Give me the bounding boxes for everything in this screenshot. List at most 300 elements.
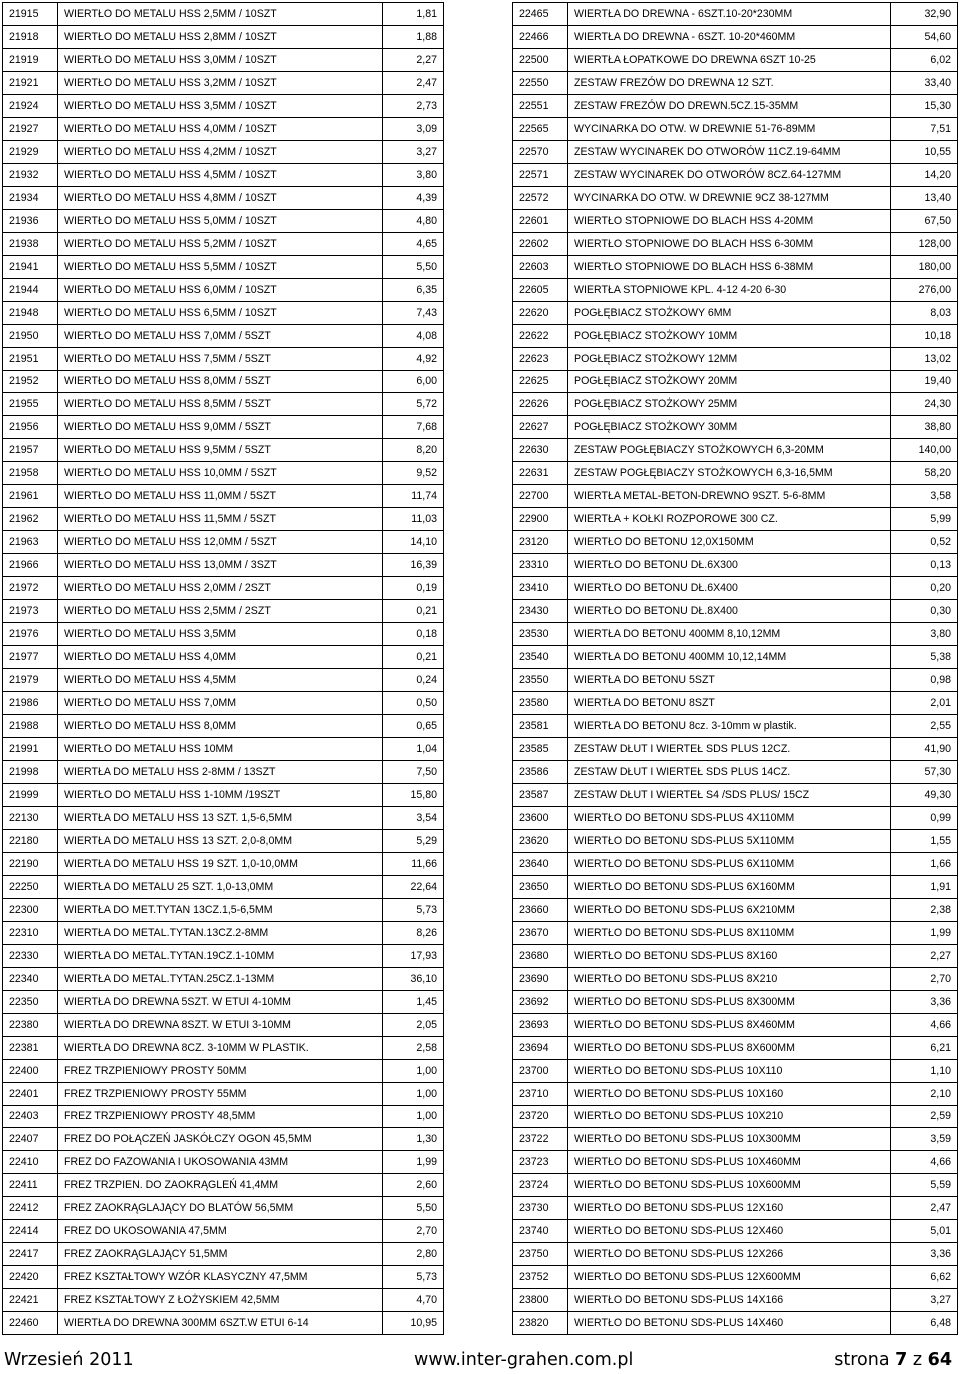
product-price: 6,02 — [891, 48, 958, 71]
table-row — [3, 71, 444, 94]
product-code: 21957 — [3, 439, 58, 462]
product-name: WIERTŁA DO METALU HSS 13 SZT. 1,5-6,5MM — [58, 806, 383, 829]
product-price: 2,27 — [383, 48, 444, 71]
table-row — [3, 1220, 444, 1243]
product-code: 22414 — [3, 1220, 58, 1243]
table-row — [3, 829, 444, 852]
product-price: 0,52 — [891, 531, 958, 554]
price-table-left-body — [3, 3, 444, 1335]
product-code: 23720 — [513, 1105, 568, 1128]
product-code: 23700 — [513, 1059, 568, 1082]
product-price: 11,03 — [383, 508, 444, 531]
product-code: 23660 — [513, 898, 568, 921]
table-row — [3, 25, 444, 48]
product-price: 2,01 — [891, 692, 958, 715]
product-price: 2,70 — [383, 1220, 444, 1243]
table-row — [513, 669, 958, 692]
product-code: 22250 — [3, 875, 58, 898]
product-name: WIERTŁO DO BETONU SDS-PLUS 10X300MM — [568, 1128, 891, 1151]
product-price: 54,60 — [891, 25, 958, 48]
product-code: 23750 — [513, 1243, 568, 1266]
product-price: 38,80 — [891, 416, 958, 439]
product-price: 0,21 — [383, 600, 444, 623]
product-name: WIERTŁO DO METALU HSS 13,0MM / 3SZT — [58, 554, 383, 577]
product-code: 21972 — [3, 577, 58, 600]
table-row — [513, 875, 958, 898]
product-name: FREZ TRZPIEN. DO ZAOKRĄGLEŃ 41,4MM — [58, 1174, 383, 1197]
product-price: 2,59 — [891, 1105, 958, 1128]
table-row — [3, 1312, 444, 1335]
product-code: 21979 — [3, 669, 58, 692]
table-row — [3, 255, 444, 278]
product-name: WIERTŁO DO BETONU SDS-PLUS 5X110MM — [568, 829, 891, 852]
product-code: 22625 — [513, 370, 568, 393]
product-name: FREZ KSZTAŁTOWY WZÓR KLASYCZNY 47,5MM — [58, 1266, 383, 1289]
table-row — [513, 829, 958, 852]
product-name: WIERTŁA DO BETONU 5SZT — [568, 669, 891, 692]
table-row — [3, 760, 444, 783]
footer-website-link[interactable]: www.inter-grahen.com.pl — [414, 1350, 634, 1370]
table-row — [513, 760, 958, 783]
product-name: WIERTŁO DO METALU HSS 4,5MM — [58, 669, 383, 692]
product-code: 22603 — [513, 255, 568, 278]
product-price: 1,81 — [383, 3, 444, 26]
table-row — [3, 715, 444, 738]
product-price: 4,39 — [383, 186, 444, 209]
product-code: 22400 — [3, 1059, 58, 1082]
table-row — [513, 439, 958, 462]
product-price: 0,65 — [383, 715, 444, 738]
table-row — [513, 623, 958, 646]
product-code: 21952 — [3, 370, 58, 393]
table-row — [3, 738, 444, 761]
table-row — [513, 944, 958, 967]
product-code: 22350 — [3, 990, 58, 1013]
product-name: WIERTŁO DO METALU HSS 3,5MM — [58, 623, 383, 646]
product-name: WIERTŁA STOPNIOWE KPL. 4-12 4-20 6-30 — [568, 278, 891, 301]
product-name: WIERTŁO DO BETONU SDS-PLUS 4X110MM — [568, 806, 891, 829]
product-name: WIERTŁO DO BETONU SDS-PLUS 8X600MM — [568, 1036, 891, 1059]
product-name: WIERTŁO DO BETONU SDS-PLUS 14X166 — [568, 1289, 891, 1312]
product-code: 21966 — [3, 554, 58, 577]
product-price: 5,73 — [383, 1266, 444, 1289]
table-row — [513, 692, 958, 715]
product-name: ZESTAW WYCINAREK DO OTWORÓW 11CZ.19-64MM — [568, 140, 891, 163]
product-name: WIERTŁO DO METALU HSS 8,0MM / 5SZT — [58, 370, 383, 393]
product-code: 21921 — [3, 71, 58, 94]
product-code: 22626 — [513, 393, 568, 416]
product-price: 0,50 — [383, 692, 444, 715]
product-price: 7,51 — [891, 117, 958, 140]
product-code: 22622 — [513, 324, 568, 347]
product-code: 22330 — [3, 944, 58, 967]
table-row — [3, 852, 444, 875]
product-code: 21956 — [3, 416, 58, 439]
product-price: 2,73 — [383, 94, 444, 117]
product-code: 23730 — [513, 1197, 568, 1220]
table-row — [3, 209, 444, 232]
product-code: 22300 — [3, 898, 58, 921]
product-price: 1,00 — [383, 1105, 444, 1128]
table-row — [513, 301, 958, 324]
product-code: 21929 — [3, 140, 58, 163]
product-name: WIERTŁO DO BETONU SDS-PLUS 10X600MM — [568, 1174, 891, 1197]
product-name: WIERTŁO STOPNIOWE DO BLACH HSS 6-38MM — [568, 255, 891, 278]
table-row — [513, 209, 958, 232]
product-name: FREZ TRZPIENIOWY PROSTY 55MM — [58, 1082, 383, 1105]
product-code: 21988 — [3, 715, 58, 738]
product-price: 4,65 — [383, 232, 444, 255]
product-name: WIERTŁO DO METALU HSS 10,0MM / 5SZT — [58, 462, 383, 485]
table-row — [513, 715, 958, 738]
table-row — [513, 1266, 958, 1289]
product-price: 1,66 — [891, 852, 958, 875]
table-row — [3, 1174, 444, 1197]
product-price: 16,39 — [383, 554, 444, 577]
product-name: FREZ ZAOKRĄGLAJĄCY DO BLATÓW 56,5MM — [58, 1197, 383, 1220]
product-name: WIERTŁO DO METALU HSS 2,5MM / 2SZT — [58, 600, 383, 623]
product-price: 10,95 — [383, 1312, 444, 1335]
product-price: 6,00 — [383, 370, 444, 393]
table-row — [513, 117, 958, 140]
product-name: WIERTŁO DO METALU HSS 4,5MM / 10SZT — [58, 163, 383, 186]
table-row — [513, 852, 958, 875]
product-code: 22627 — [513, 416, 568, 439]
table-row — [513, 783, 958, 806]
table-row — [3, 1105, 444, 1128]
product-name: WIERTŁO DO METALU HSS 10MM — [58, 738, 383, 761]
product-price: 5,50 — [383, 255, 444, 278]
product-name: WYCINARKA DO OTW. W DREWNIE 51-76-89MM — [568, 117, 891, 140]
table-row — [3, 1266, 444, 1289]
table-row — [513, 485, 958, 508]
product-code: 22420 — [3, 1266, 58, 1289]
table-row — [513, 554, 958, 577]
table-row — [3, 3, 444, 26]
product-price: 8,03 — [891, 301, 958, 324]
product-price: 1,88 — [383, 25, 444, 48]
product-code: 23670 — [513, 921, 568, 944]
table-row — [3, 117, 444, 140]
product-price: 2,55 — [891, 715, 958, 738]
product-price: 7,43 — [383, 301, 444, 324]
product-price: 2,10 — [891, 1082, 958, 1105]
product-code: 21932 — [3, 163, 58, 186]
page-prefix: strona — [834, 1350, 896, 1370]
product-price: 3,80 — [891, 623, 958, 646]
product-price: 2,47 — [383, 71, 444, 94]
product-price: 7,68 — [383, 416, 444, 439]
table-row — [513, 393, 958, 416]
product-name: ZESTAW POGŁĘBIACZY STOŻKOWYCH 6,3-16,5MM — [568, 462, 891, 485]
table-row — [513, 898, 958, 921]
product-price: 3,58 — [891, 485, 958, 508]
product-name: WIERTŁA DO MET.TYTAN 13CZ.1,5-6,5MM — [58, 898, 383, 921]
table-row — [3, 1082, 444, 1105]
product-price: 41,90 — [891, 738, 958, 761]
product-name: POGŁĘBIACZ STOŻKOWY 30MM — [568, 416, 891, 439]
product-name: WIERTŁO DO METALU HSS 2,8MM / 10SZT — [58, 25, 383, 48]
product-code: 23722 — [513, 1128, 568, 1151]
table-row — [3, 94, 444, 117]
product-code: 22570 — [513, 140, 568, 163]
product-code: 22310 — [3, 921, 58, 944]
product-name: WIERTŁO DO METALU HSS 9,5MM / 5SZT — [58, 439, 383, 462]
product-code: 23723 — [513, 1151, 568, 1174]
table-row — [3, 48, 444, 71]
product-name: WIERTŁO DO BETONU SDS-PLUS 6X210MM — [568, 898, 891, 921]
product-code: 21944 — [3, 278, 58, 301]
product-price: 4,66 — [891, 1013, 958, 1036]
product-name: WIERTŁO DO METALU HSS 1-10MM /19SZT — [58, 783, 383, 806]
product-code: 22572 — [513, 186, 568, 209]
product-name: WIERTŁO DO METALU HSS 6,0MM / 10SZT — [58, 278, 383, 301]
table-row — [513, 3, 958, 26]
product-code: 22500 — [513, 48, 568, 71]
product-name: WIERTŁO DO METALU HSS 4,0MM — [58, 646, 383, 669]
product-code: 23540 — [513, 646, 568, 669]
product-code: 23692 — [513, 990, 568, 1013]
table-row — [513, 738, 958, 761]
product-name: WIERTŁA DO DREWNA 8CZ. 3-10MM W PLASTIK. — [58, 1036, 383, 1059]
product-code: 21962 — [3, 508, 58, 531]
product-price: 22,64 — [383, 875, 444, 898]
product-code: 23752 — [513, 1266, 568, 1289]
table-row — [3, 485, 444, 508]
product-price: 3,36 — [891, 1243, 958, 1266]
table-row — [513, 577, 958, 600]
product-code: 21915 — [3, 3, 58, 26]
product-price: 6,62 — [891, 1266, 958, 1289]
table-row — [3, 301, 444, 324]
product-code: 22551 — [513, 94, 568, 117]
product-price: 0,19 — [383, 577, 444, 600]
table-row — [3, 898, 444, 921]
product-name: WIERTŁO DO METALU HSS 7,5MM / 5SZT — [58, 347, 383, 370]
product-name: WIERTŁO DO METALU HSS 3,2MM / 10SZT — [58, 71, 383, 94]
page-current: 7 — [895, 1350, 908, 1370]
price-table-left — [2, 2, 444, 1335]
product-name: FREZ DO POŁĄCZEŃ JASKÓŁCZY OGON 45,5MM — [58, 1128, 383, 1151]
table-row — [3, 370, 444, 393]
product-price: 5,99 — [891, 508, 958, 531]
product-code: 23724 — [513, 1174, 568, 1197]
product-name: WIERTŁO DO BETONU DŁ.8X400 — [568, 600, 891, 623]
product-price: 13,02 — [891, 347, 958, 370]
product-code: 23650 — [513, 875, 568, 898]
product-code: 21998 — [3, 760, 58, 783]
product-price: 2,38 — [891, 898, 958, 921]
product-name: WIERTŁO DO METALU HSS 7,0MM — [58, 692, 383, 715]
product-code: 21986 — [3, 692, 58, 715]
product-name: WIERTŁA DO METAL.TYTAN.19CZ.1-10MM — [58, 944, 383, 967]
product-price: 8,20 — [383, 439, 444, 462]
product-name: FREZ TRZPIENIOWY PROSTY 48,5MM — [58, 1105, 383, 1128]
product-code: 22601 — [513, 209, 568, 232]
product-price: 32,90 — [891, 3, 958, 26]
product-price: 13,40 — [891, 186, 958, 209]
table-row — [513, 921, 958, 944]
product-name: WIERTŁO DO BETONU SDS-PLUS 6X110MM — [568, 852, 891, 875]
table-row — [3, 1036, 444, 1059]
product-price: 2,05 — [383, 1013, 444, 1036]
product-name: WIERTŁA DO BETONU 400MM 10,12,14MM — [568, 646, 891, 669]
product-code: 22130 — [3, 806, 58, 829]
table-row — [513, 806, 958, 829]
product-name: WIERTŁA DO BETONU 400MM 8,10,12MM — [568, 623, 891, 646]
product-price: 17,93 — [383, 944, 444, 967]
product-code: 23620 — [513, 829, 568, 852]
table-row — [3, 1197, 444, 1220]
product-code: 23580 — [513, 692, 568, 715]
product-code: 23581 — [513, 715, 568, 738]
table-row — [513, 1151, 958, 1174]
product-code: 21938 — [3, 232, 58, 255]
product-price: 140,00 — [891, 439, 958, 462]
product-code: 23600 — [513, 806, 568, 829]
table-row — [3, 669, 444, 692]
product-name: POGŁĘBIACZ STOŻKOWY 6MM — [568, 301, 891, 324]
product-price: 2,58 — [383, 1036, 444, 1059]
product-price: 276,00 — [891, 278, 958, 301]
product-name: WIERTŁO DO BETONU SDS-PLUS 12X266 — [568, 1243, 891, 1266]
product-name: WIERTŁA DO METALU 25 SZT. 1,0-13,0MM — [58, 875, 383, 898]
product-name: WIERTŁO DO METALU HSS 2,5MM / 10SZT — [58, 3, 383, 26]
product-code: 21950 — [3, 324, 58, 347]
product-name: WIERTŁO DO METALU HSS 12,0MM / 5SZT — [58, 531, 383, 554]
table-row — [3, 692, 444, 715]
product-name: POGŁĘBIACZ STOŻKOWY 12MM — [568, 347, 891, 370]
product-price: 4,08 — [383, 324, 444, 347]
product-name: WIERTŁO DO METALU HSS 11,0MM / 5SZT — [58, 485, 383, 508]
table-row — [513, 347, 958, 370]
product-price: 3,80 — [383, 163, 444, 186]
table-row — [513, 232, 958, 255]
product-name: WIERTŁA DO BETONU 8SZT — [568, 692, 891, 715]
product-name: FREZ KSZTAŁTOWY Z ŁOŻYSKIEM 42,5MM — [58, 1289, 383, 1312]
table-row — [3, 783, 444, 806]
product-code: 21977 — [3, 646, 58, 669]
product-code: 23820 — [513, 1312, 568, 1335]
product-price: 10,18 — [891, 324, 958, 347]
product-code: 23693 — [513, 1013, 568, 1036]
product-price: 3,54 — [383, 806, 444, 829]
product-code: 22180 — [3, 829, 58, 852]
table-row — [513, 1312, 958, 1335]
product-name: POGŁĘBIACZ STOŻKOWY 20MM — [568, 370, 891, 393]
product-name: FREZ ZAOKRĄGLAJĄCY 51,5MM — [58, 1243, 383, 1266]
table-row — [3, 347, 444, 370]
page-footer — [4, 1350, 952, 1374]
product-name: WIERTŁA DO METALU HSS 19 SZT. 1,0-10,0MM — [58, 852, 383, 875]
table-row — [3, 577, 444, 600]
product-name: WIERTŁO DO METALU HSS 8,5MM / 5SZT — [58, 393, 383, 416]
product-price: 3,27 — [891, 1289, 958, 1312]
product-price: 19,40 — [891, 370, 958, 393]
table-row — [513, 25, 958, 48]
product-name: WIERTŁO DO BETONU SDS-PLUS 8X110MM — [568, 921, 891, 944]
product-name: ZESTAW POGŁĘBIACZY STOŻKOWYCH 6,3-20MM — [568, 439, 891, 462]
product-code: 23680 — [513, 944, 568, 967]
product-name: WIERTŁO DO METALU HSS 6,5MM / 10SZT — [58, 301, 383, 324]
product-price: 2,60 — [383, 1174, 444, 1197]
product-name: WIERTŁO DO BETONU SDS-PLUS 8X160 — [568, 944, 891, 967]
product-code: 21934 — [3, 186, 58, 209]
table-row — [3, 1289, 444, 1312]
table-row — [3, 140, 444, 163]
product-name: POGŁĘBIACZ STOŻKOWY 10MM — [568, 324, 891, 347]
product-price: 1,99 — [891, 921, 958, 944]
product-price: 5,38 — [891, 646, 958, 669]
table-row — [3, 990, 444, 1013]
table-row — [3, 554, 444, 577]
product-price: 2,27 — [891, 944, 958, 967]
product-name: WIERTŁO DO BETONU SDS-PLUS 8X300MM — [568, 990, 891, 1013]
product-price: 0,13 — [891, 554, 958, 577]
product-code: 22550 — [513, 71, 568, 94]
table-row — [513, 462, 958, 485]
table-row — [513, 278, 958, 301]
product-code: 22623 — [513, 347, 568, 370]
table-row — [513, 1243, 958, 1266]
product-price: 6,21 — [891, 1036, 958, 1059]
product-name: WIERTŁO DO BETONU SDS-PLUS 8X460MM — [568, 1013, 891, 1036]
table-row — [3, 531, 444, 554]
table-row — [513, 1128, 958, 1151]
table-row — [3, 416, 444, 439]
product-price: 5,59 — [891, 1174, 958, 1197]
product-code: 23690 — [513, 967, 568, 990]
product-name: WIERTŁO DO BETONU SDS-PLUS 10X110 — [568, 1059, 891, 1082]
table-row — [513, 646, 958, 669]
table-row — [513, 1289, 958, 1312]
product-price: 14,10 — [383, 531, 444, 554]
product-name: ZESTAW WYCINAREK DO OTWORÓW 8CZ.64-127MM — [568, 163, 891, 186]
product-code: 22631 — [513, 462, 568, 485]
table-row — [3, 623, 444, 646]
product-price: 1,45 — [383, 990, 444, 1013]
product-code: 22421 — [3, 1289, 58, 1312]
product-code: 23640 — [513, 852, 568, 875]
product-code: 22466 — [513, 25, 568, 48]
product-name: POGŁĘBIACZ STOŻKOWY 25MM — [568, 393, 891, 416]
table-row — [3, 921, 444, 944]
footer-date: Wrzesień 2011 — [4, 1350, 134, 1370]
product-name: WIERTŁO DO BETONU SDS-PLUS 12X460 — [568, 1220, 891, 1243]
product-code: 23310 — [513, 554, 568, 577]
product-price: 0,20 — [891, 577, 958, 600]
product-code: 23586 — [513, 760, 568, 783]
product-code: 22602 — [513, 232, 568, 255]
table-row — [3, 508, 444, 531]
price-table-right-body — [513, 3, 958, 1335]
product-name: WIERTŁO DO BETONU SDS-PLUS 12X600MM — [568, 1266, 891, 1289]
table-row — [513, 1105, 958, 1128]
product-code: 21951 — [3, 347, 58, 370]
product-price: 5,73 — [383, 898, 444, 921]
product-code: 21918 — [3, 25, 58, 48]
product-code: 22460 — [3, 1312, 58, 1335]
product-price: 5,50 — [383, 1197, 444, 1220]
product-code: 22700 — [513, 485, 568, 508]
product-code: 22417 — [3, 1243, 58, 1266]
product-price: 3,27 — [383, 140, 444, 163]
table-row — [513, 1013, 958, 1036]
product-name: WIERTŁA METAL-BETON-DREWNO 9SZT. 5-6-8MM — [568, 485, 891, 508]
product-price: 4,66 — [891, 1151, 958, 1174]
table-row — [513, 508, 958, 531]
product-price: 6,48 — [891, 1312, 958, 1335]
